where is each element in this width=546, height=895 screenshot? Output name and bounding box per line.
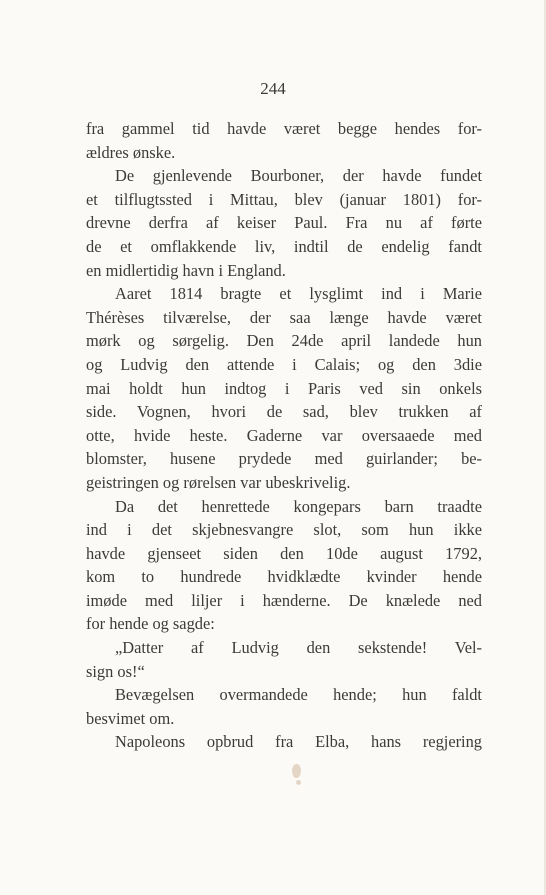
- text-line: sign os!“: [86, 661, 145, 681]
- text-line: besvimet om.: [86, 708, 175, 728]
- text-line: en midlertidig havn i England.: [86, 260, 286, 280]
- text-line: og Ludvig den attende i Calais; og den 3die: [86, 354, 482, 374]
- text-line: for hende og sagde:: [86, 614, 215, 634]
- paper-stain: [292, 764, 301, 778]
- page-number: 244: [260, 79, 286, 98]
- text-line: Thérèses tilværelse, der saa længe havde været: [86, 307, 482, 327]
- paper-stain: [296, 780, 301, 785]
- text-line: Napoleons opbrud fra Elba, hans regjering: [115, 732, 482, 752]
- text-line: Aaret 1814 bragte et lysglimt ind i Marie: [115, 284, 482, 304]
- text-line: kom to hundrede hvidklædte kvinder hende: [86, 567, 482, 587]
- text-line: et tilflugtssted i Mittau, blev (januar 1801) for-: [86, 189, 482, 209]
- text-line: fra gammel tid havde været begge hendes for-: [86, 119, 482, 138]
- text-line: otte, hvide heste. Gaderne var oversaaede med: [86, 425, 482, 445]
- text-line: mai holdt hun indtog i Paris ved sin onkels: [86, 378, 482, 398]
- text-line: drevne derfra af keiser Paul. Fra nu af førte: [86, 213, 482, 233]
- text-line: de et omflakkende liv, indtil de endelig fandt: [86, 236, 482, 256]
- text-line: imøde med liljer i hænderne. De knælede ned: [86, 590, 482, 610]
- text-line: mørk og sørgelig. Den 24de april landede hun: [86, 331, 482, 351]
- text-line: ind i det skjebnesvangre slot, som hun ikke: [86, 520, 482, 540]
- text-line: „Datter af Ludvig den sekstende! Vel-: [115, 638, 482, 658]
- text-line: blomster, husene prydede med guirlander; be-: [86, 449, 482, 469]
- text-line: De gjenlevende Bourboner, der havde fundet: [115, 166, 482, 186]
- text-line: havde gjenseet siden den 10de august 1792,: [86, 543, 482, 563]
- text-line: geistringen og rørelsen var ubeskrivelig.: [86, 472, 351, 492]
- body-text: [86, 117, 482, 754]
- text-line: ældres ønske.: [86, 142, 176, 162]
- text-line: side. Vognen, hvori de sad, blev trukken af: [86, 402, 482, 422]
- text-line: Da det henrettede kongepars barn traadte: [115, 496, 482, 516]
- text-line: Bevægelsen overmandede hende; hun faldt: [115, 685, 482, 705]
